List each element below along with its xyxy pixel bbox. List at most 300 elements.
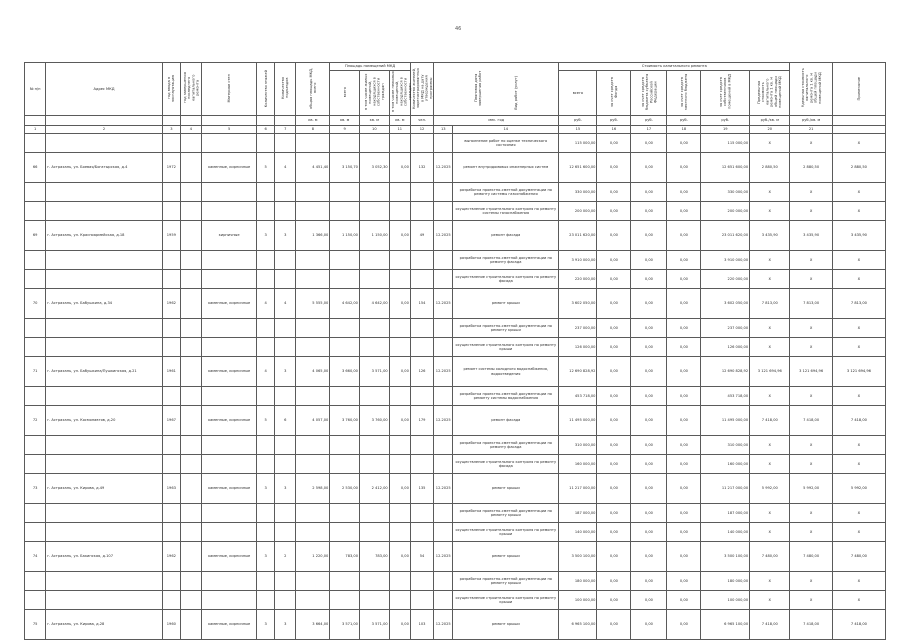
cost-owners: 3 602 050,00 [701,289,750,319]
table-row-work [25,338,886,357]
area-nonresidential: 0,00 [389,289,410,319]
empty-cell [296,455,330,474]
table-row-house [25,474,886,504]
empty-cell [359,319,389,338]
empty-cell [275,270,296,289]
work-type: разработка проектно-сметной документации по ремонту крыши [453,319,559,338]
empty-cell [275,455,296,474]
empty-cell [46,183,163,202]
cost-region: 0,00 [631,270,667,289]
max-cost: 7 813,00 [790,289,832,319]
cost-local: 0,00 [667,319,701,338]
header-note: Примечание [832,63,885,116]
empty-cell [410,572,433,591]
empty-cell [359,572,389,591]
unit-cost: X [750,572,790,591]
empty-cell [46,591,163,610]
cost-fund: 0,00 [597,542,631,572]
empty-cell [46,387,163,406]
cost-total: 100 000,00 [559,591,597,610]
empty-cell [180,455,201,474]
cost-total: 453 718,00 [559,387,597,406]
cost-total: 3 910 000,00 [559,251,597,270]
entrances-count: 3 [275,221,296,251]
note-cell: X [832,134,885,153]
column-number: 13 [434,126,453,134]
work-type: ремонт крыши [453,289,559,319]
max-cost: 7 418,00 [790,406,832,436]
empty-cell [202,387,257,406]
cost-local: 0,00 [667,153,701,183]
empty-cell [257,270,275,289]
note-cell: X [832,270,885,289]
empty-cell [434,572,453,591]
empty-cell [389,572,410,591]
empty-cell [275,134,296,153]
house-address: г. Астрахань, ул. Боевая/Богатырская, д.4 [46,153,163,183]
total-area: 2 598,00 [296,474,330,504]
column-number: 11 [389,126,410,134]
cost-local: 0,00 [667,202,701,221]
wall-material: каменные, кирпичные [202,542,257,572]
empty-cell [162,387,180,406]
entrances-count: 3 [275,610,296,640]
row-number: 73 [25,474,46,504]
empty-cell [359,270,389,289]
note-cell: 7 418,00 [832,610,885,640]
cost-local: 0,00 [667,542,701,572]
cost-fund: 0,00 [597,523,631,542]
cost-region: 0,00 [631,221,667,251]
column-number: 7 [275,126,296,134]
empty-cell [202,523,257,542]
deadline: 12.2025 [434,406,453,436]
cost-owners: 220 000,00 [701,270,750,289]
area-total: 1 150,00 [330,221,360,251]
year-commission: 1963 [162,474,180,504]
empty-cell [410,183,433,202]
row-number: 75 [25,610,46,640]
empty-cell [330,591,360,610]
year-renovation [180,357,201,387]
empty-cell [410,270,433,289]
empty-cell [162,436,180,455]
empty-cell [275,504,296,523]
empty-cell [330,270,360,289]
unit-cost: 3 121 694,96 [750,357,790,387]
empty-cell [389,455,410,474]
empty-cell [359,202,389,221]
cost-owners: 12 690 828,92 [701,357,750,387]
empty-cell [202,338,257,357]
empty-cell [389,387,410,406]
note-cell: X [832,202,885,221]
empty-cell [180,523,201,542]
empty-cell [275,202,296,221]
table-body [25,134,886,640]
cost-region: 0,00 [631,338,667,357]
empty-cell [330,251,360,270]
cost-owners: 3 500 100,00 [701,542,750,572]
cost-fund: 0,00 [597,610,631,640]
row-number: 69 [25,221,46,251]
cost-local: 0,00 [667,591,701,610]
cost-owners: 330 000,00 [701,183,750,202]
note-cell: 3 435,90 [832,221,885,251]
cost-region: 0,00 [631,504,667,523]
unit-cost: 7 418,00 [750,406,790,436]
column-number: 3 [162,126,180,134]
header-cost-local: за счет средств местного бюджета [667,71,701,116]
empty-cell [46,436,163,455]
column-number: 4 [180,126,201,134]
cost-total: 11 495 000,00 [559,406,597,436]
table-row-house [25,153,886,183]
empty-cell [389,270,410,289]
empty-cell [434,202,453,221]
capital-repair-table [24,62,886,640]
cost-region: 0,00 [631,153,667,183]
empty-cell [25,183,46,202]
work-type: ремонт крыши [453,610,559,640]
cost-local: 0,00 [667,436,701,455]
unit-cost: X [750,270,790,289]
empty-cell [180,572,201,591]
note-cell: 2 880,50 [832,153,885,183]
cost-local: 0,00 [667,387,701,406]
note-cell: X [832,319,885,338]
work-type: ремонт крыши [453,542,559,572]
empty-cell [389,504,410,523]
empty-cell [25,523,46,542]
year-commission: 1972 [162,153,180,183]
empty-cell [296,251,330,270]
header-cost-total: всего [559,71,597,116]
cost-fund: 0,00 [597,357,631,387]
header-unit-cost: Удельная стоимость капитального ремонта 1 кв. м общей площади помещений МКД [790,63,832,116]
year-commission: 1960 [162,610,180,640]
column-number: 12 [410,126,433,134]
empty-cell [180,319,201,338]
empty-cell [296,591,330,610]
residents-count: 103 [410,610,433,640]
work-type: осуществление строительного контроля по ремонту фасада [453,270,559,289]
cost-owners: 180 000,00 [701,572,750,591]
total-area: 5 555,00 [296,289,330,319]
max-cost: X [790,591,832,610]
empty-cell [46,270,163,289]
cost-fund: 0,00 [597,289,631,319]
column-number: 18 [667,126,701,134]
cost-total: 330 000,00 [559,183,597,202]
unit-cost: 3 435,90 [750,221,790,251]
empty-cell [257,134,275,153]
empty-cell [180,183,201,202]
table-row-work [25,591,886,610]
empty-cell [25,134,46,153]
empty-cell [330,134,360,153]
note-cell: 7 813,00 [832,289,885,319]
cost-owners: 453 718,00 [701,387,750,406]
residents-count: 126 [410,357,433,387]
work-type: разработка проектно-сметной документации по ремонту фасада [453,251,559,270]
header-deadline-work: Плановая дата завершения работ Вид работ (услуг) [434,63,559,116]
empty-cell [275,319,296,338]
table-row-house [25,289,886,319]
unit-cost: X [750,591,790,610]
max-cost: X [790,455,832,474]
empty-cell [359,387,389,406]
cost-total: 187 000,00 [559,504,597,523]
table-row-work [25,504,886,523]
cost-local: 0,00 [667,251,701,270]
work-type: ремонт крыши [453,474,559,504]
cost-fund: 0,00 [597,221,631,251]
area-total: 783,00 [330,542,360,572]
cost-fund: 0,00 [597,202,631,221]
wall-material: каменные, кирпичные [202,474,257,504]
unit-cost: 5 992,00 [750,474,790,504]
empty-cell [389,134,410,153]
column-number: 21 [790,126,832,134]
header-area-total: всего [330,71,360,116]
cost-total: 126 000,00 [559,338,597,357]
empty-cell [202,591,257,610]
area-nonresidential: 0,00 [389,474,410,504]
header-total-area: общая площадь МКД, всего [296,63,330,116]
empty-cell [275,338,296,357]
cost-total: 180 000,00 [559,572,597,591]
area-nonresidential: 0,00 [389,357,410,387]
cost-fund: 0,00 [597,387,631,406]
area-total: 3 571,00 [330,610,360,640]
cost-fund: 0,00 [597,436,631,455]
cost-owners: 100 000,00 [701,591,750,610]
empty-cell [296,270,330,289]
empty-cell [296,202,330,221]
deadline: 12.2025 [434,610,453,640]
cost-total: 237 000,00 [559,319,597,338]
empty-cell [162,455,180,474]
empty-cell [389,338,410,357]
empty-cell [330,572,360,591]
max-cost: 3 121 694,96 [790,357,832,387]
empty-cell [275,387,296,406]
max-cost: X [790,504,832,523]
unit-cost: 7 813,00 [750,289,790,319]
empty-cell [257,319,275,338]
empty-cell [46,572,163,591]
floors-count: 3 [257,610,275,640]
cost-region: 0,00 [631,251,667,270]
max-cost: X [790,202,832,221]
cost-total: 200 000,00 [559,202,597,221]
page-number: 46 [455,26,462,32]
cost-fund: 0,00 [597,153,631,183]
area-nonresidential: 0,00 [389,221,410,251]
empty-cell [434,338,453,357]
empty-cell [46,523,163,542]
empty-cell [296,134,330,153]
empty-cell [25,202,46,221]
table-header [25,63,886,134]
year-commission: 1967 [162,406,180,436]
empty-cell [275,591,296,610]
row-number: 71 [25,357,46,387]
empty-cell [162,270,180,289]
empty-cell [257,504,275,523]
empty-cell [410,319,433,338]
year-commission: 1962 [162,289,180,319]
empty-cell [359,455,389,474]
wall-material: каменные, кирпичные [202,289,257,319]
empty-cell [202,504,257,523]
area-total: 3 150,70 [330,153,360,183]
empty-cell [257,387,275,406]
empty-cell [46,134,163,153]
unit-cost: X [750,504,790,523]
empty-cell [296,572,330,591]
year-renovation [180,406,201,436]
table-row-work [25,251,886,270]
cost-total: 160 000,00 [559,455,597,474]
cost-owners: 140 000,00 [701,523,750,542]
empty-cell [389,251,410,270]
empty-cell [202,455,257,474]
note-cell: 5 992,00 [832,474,885,504]
area-residential: 3 571,00 [359,357,389,387]
column-number: 15 [559,126,597,134]
residents-count: 54 [410,542,433,572]
cost-fund: 0,00 [597,504,631,523]
empty-cell [410,338,433,357]
empty-cell [162,251,180,270]
empty-cell [359,523,389,542]
unit-cost: 2 880,50 [750,153,790,183]
cost-owners: 23 011 620,00 [701,221,750,251]
deadline: 12.2025 [434,221,453,251]
header-address: Адрес МКД [46,63,163,116]
table-row-work [25,455,886,474]
table-row-work [25,523,886,542]
total-area: 1 220,00 [296,542,330,572]
table-row-work [25,387,886,406]
table-row-house [25,221,886,251]
cost-region: 0,00 [631,202,667,221]
header-cost-group: Стоимость капитального ремонта [559,63,790,71]
cost-total: 23 011 620,00 [559,221,597,251]
header-entrances: Количество подъездов [275,63,296,116]
year-renovation [180,153,201,183]
cost-total: 310 000,00 [559,436,597,455]
max-cost: X [790,319,832,338]
empty-cell [434,183,453,202]
empty-cell [46,202,163,221]
residents-count: 135 [410,474,433,504]
empty-cell [296,504,330,523]
unit-cost: X [750,523,790,542]
work-type: осуществление строительного контроля по ремонту крыши [453,338,559,357]
empty-cell [25,319,46,338]
floors-count: 4 [257,289,275,319]
work-type: разработка проектно-сметной документации по ремонту системы водоснабжения [453,387,559,406]
table-row-house [25,406,886,436]
cost-owners: 200 000,00 [701,202,750,221]
area-total: 4 642,00 [330,289,360,319]
empty-cell [410,523,433,542]
house-address: г. Астрахань, ул. Кирова, д.49 [46,474,163,504]
max-cost: X [790,523,832,542]
header-cost-region: за счет средств бюджета субъекта Российской Федерации [631,71,667,116]
work-type: ремонт фасада [453,406,559,436]
entrances-count: 4 [275,289,296,319]
column-number: 20 [750,126,790,134]
cost-fund: 0,00 [597,134,631,153]
deadline: 12.2025 [434,357,453,387]
empty-cell [202,572,257,591]
empty-cell [202,251,257,270]
entrances-count: 2 [275,542,296,572]
area-nonresidential: 0,00 [389,542,410,572]
empty-cell [25,338,46,357]
empty-cell [359,504,389,523]
empty-cell [359,251,389,270]
unit-cost: X [750,202,790,221]
cost-local: 0,00 [667,455,701,474]
cost-owners: 11 217 000,00 [701,474,750,504]
header-wall-material: Материал стен [202,63,257,116]
house-address: г. Астрахань, ул. Космонавтов, д.20 [46,406,163,436]
empty-cell [330,436,360,455]
column-number: 2 [46,126,163,134]
empty-cell [359,183,389,202]
empty-cell [202,183,257,202]
unit-cost: 7 480,00 [750,542,790,572]
empty-cell [434,504,453,523]
deadline: 12.2025 [434,153,453,183]
cost-total: 220 000,00 [559,270,597,289]
empty-cell [257,436,275,455]
floors-count: 5 [257,153,275,183]
cost-fund: 0,00 [597,183,631,202]
note-cell: X [832,338,885,357]
cost-fund: 0,00 [597,319,631,338]
cost-fund: 0,00 [597,270,631,289]
row-number: 66 [25,153,46,183]
header-area-group: Площадь помещений МКД [330,63,411,71]
header-year-commission: год ввода в эксплуатацию [162,63,180,116]
cost-local: 0,00 [667,357,701,387]
work-type: осуществление строительного контроля по ремонту крыши [453,523,559,542]
unit-cost: X [750,319,790,338]
column-number: 6 [257,126,275,134]
empty-cell [275,251,296,270]
max-cost: X [790,134,832,153]
header-num: № п/п [25,63,46,116]
empty-cell [330,387,360,406]
cost-fund: 0,00 [597,338,631,357]
entrances-count: 6 [275,406,296,436]
empty-cell [389,183,410,202]
empty-cell [296,319,330,338]
max-cost: 5 992,00 [790,474,832,504]
empty-cell [162,591,180,610]
area-nonresidential: 0,00 [389,610,410,640]
empty-cell [257,591,275,610]
work-type: осуществление строительного контроля по ремонту крыши [453,591,559,610]
cost-total: 140 000,00 [559,523,597,542]
empty-cell [180,134,201,153]
